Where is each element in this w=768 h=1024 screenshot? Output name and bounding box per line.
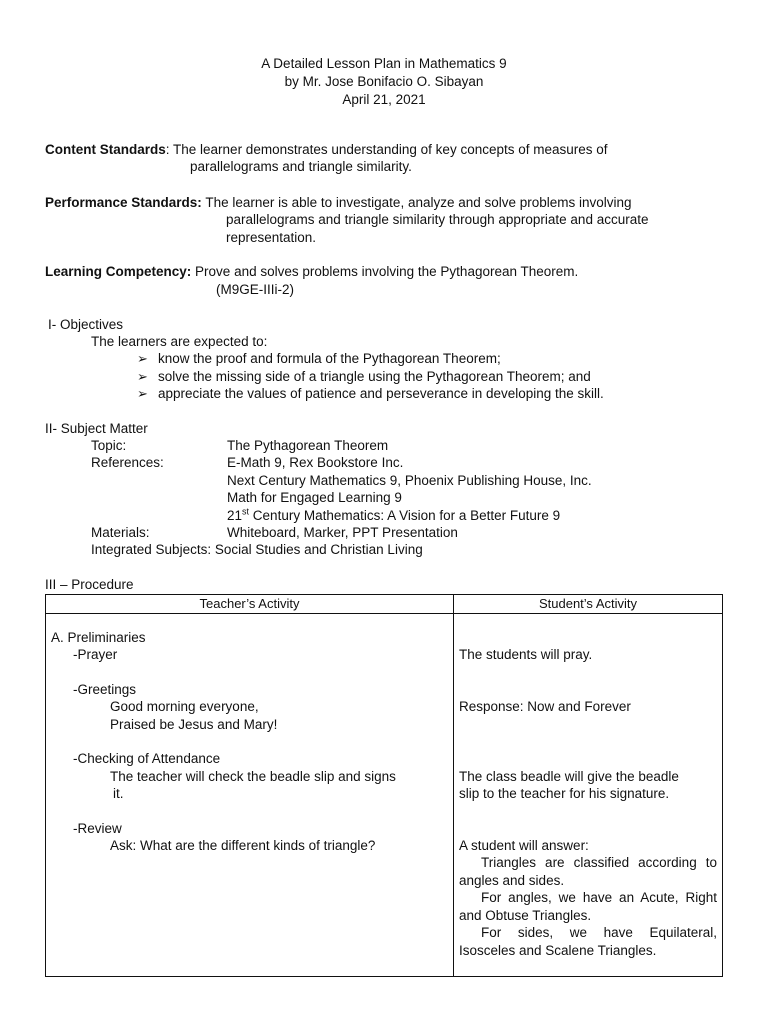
student-activity-header: Student’s Activity	[538, 596, 638, 611]
objectives-intro: The learners are expected to:	[91, 334, 268, 349]
greetings-item: -Greetings	[73, 682, 137, 697]
reference-item: Math for Engaged Learning 9	[227, 490, 402, 505]
materials-value: Whiteboard, Marker, PPT Presentation	[227, 525, 458, 540]
reference-item: Next Century Mathematics 9, Phoenix Publishing House, Inc.	[227, 473, 592, 488]
performance-standards-text-cont-2: representation.	[226, 230, 317, 245]
content-standards-text: : The learner demonstrates understanding of key concepts of measures of	[165, 142, 608, 157]
greeting-line: Good morning everyone,	[110, 699, 259, 714]
student-pray: The students will pray.	[459, 647, 593, 662]
integrated-subjects	[91, 541, 423, 558]
reference-item	[227, 507, 560, 524]
attendance-line: it.	[113, 786, 124, 801]
content-standards	[45, 141, 608, 158]
arrow-bullet-icon: ➢	[137, 386, 148, 401]
objective-text: appreciate the values of patience and perseverance in developing the skill.	[158, 386, 604, 401]
review-item: -Review	[73, 821, 122, 836]
content-standards-label: Content Standards	[45, 142, 166, 157]
materials-label: Materials:	[91, 525, 150, 540]
topic-label: Topic:	[91, 438, 127, 453]
prayer-item: -Prayer	[73, 647, 118, 662]
student-answer-paragraph: For angles, we have an Acute, Right and Obtuse Triangles.	[459, 890, 717, 923]
procedure-heading: III – Procedure	[45, 577, 134, 592]
performance-standards-text: The learner is able to investigate, analyze and solve problems involving	[205, 195, 632, 210]
review-question: Ask: What are the different kinds of triangle?	[110, 838, 376, 853]
student-response: Response: Now and Forever	[459, 699, 631, 714]
objective-item	[137, 350, 501, 367]
student-answer-intro: A student will answer:	[459, 838, 589, 853]
reference-ordinal-number: 21	[227, 508, 243, 523]
student-beadle-line: slip to the teacher for his signature.	[459, 786, 670, 801]
performance-standards	[45, 194, 632, 211]
attendance-line: The teacher will check the beadle slip and signs	[110, 769, 396, 784]
preliminaries-heading: A. Preliminaries	[51, 630, 146, 645]
learning-competency-text: Prove and solves problems involving the Pythagorean Theorem.	[195, 264, 579, 279]
teacher-activity-header: Teacher’s Activity	[199, 596, 300, 611]
document-author: by Mr. Jose Bonifacio O. Sibayan	[284, 74, 484, 89]
document-date: April 21, 2021	[342, 92, 426, 107]
procedure-table	[45, 594, 723, 977]
performance-standards-text-cont-1: parallelograms and triangle similarity through appropriate and accurate	[226, 212, 649, 227]
reference-title: Century Mathematics: A Vision for a Better Future 9	[249, 508, 561, 523]
objective-text: solve the missing side of a triangle using the Pythagorean Theorem; and	[158, 369, 591, 384]
student-answer-paragraph: Triangles are classified according to angles and sides.	[459, 855, 717, 888]
subject-matter-heading: II- Subject Matter	[45, 421, 148, 436]
objective-item	[137, 368, 591, 385]
integrated-subjects-label: Integrated Subjects:	[91, 542, 212, 557]
arrow-bullet-icon: ➢	[137, 351, 148, 366]
learning-competency-code: (M9GE-IIIi-2)	[216, 282, 295, 297]
reference-item: E-Math 9, Rex Bookstore Inc.	[227, 455, 404, 470]
objective-item	[137, 385, 604, 402]
content-standards-text-cont: parallelograms and triangle similarity.	[190, 159, 412, 174]
student-beadle-line: The class beadle will give the beadle	[459, 769, 679, 784]
integrated-subjects-value: Social Studies and Christian Living	[214, 542, 423, 557]
arrow-bullet-icon: ➢	[137, 369, 148, 384]
objective-text: know the proof and formula of the Pythagorean Theorem;	[158, 351, 501, 366]
reference-ordinal-suffix: st	[242, 506, 250, 517]
attendance-item: -Checking of Attendance	[73, 751, 221, 766]
learning-competency	[45, 263, 578, 280]
objectives-heading: I- Objectives	[48, 317, 124, 332]
document-title: A Detailed Lesson Plan in Mathematics 9	[261, 56, 507, 71]
topic-value: The Pythagorean Theorem	[227, 438, 389, 453]
references-label: References:	[91, 455, 164, 470]
student-answer-paragraph: For sides, we have Equilateral, Isosceles and Scalene Triangles.	[459, 925, 717, 958]
performance-standards-label: Performance Standards:	[45, 195, 202, 210]
learning-competency-label: Learning Competency:	[45, 264, 192, 279]
greeting-line: Praised be Jesus and Mary!	[110, 717, 278, 732]
procedure-table-divider	[453, 595, 454, 976]
